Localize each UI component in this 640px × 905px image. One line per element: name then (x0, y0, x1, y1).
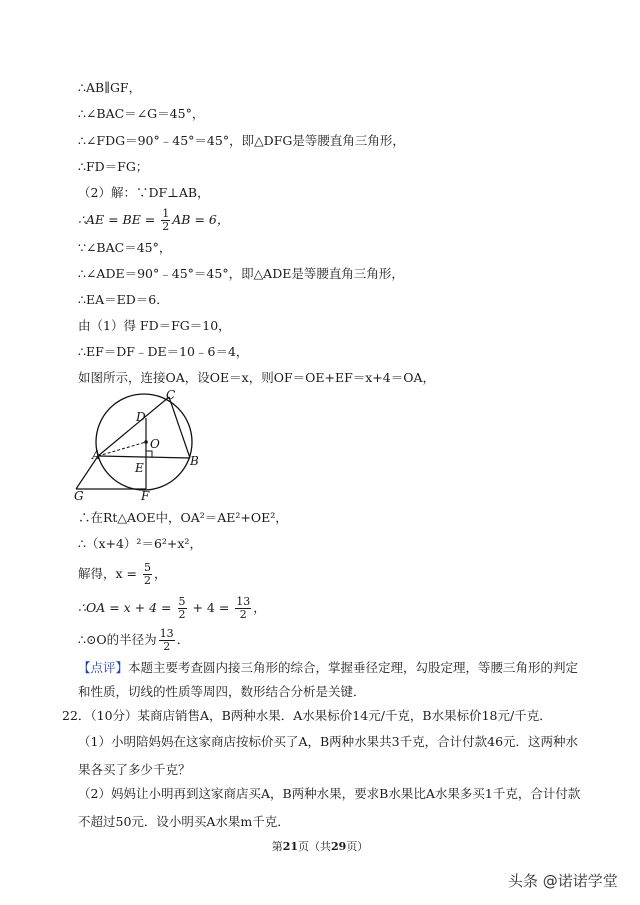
frac-oa-2: $\frac{13}{2}$ (236, 595, 251, 621)
line-ab-parallel-gf: ∴AB∥GF， (78, 80, 142, 95)
line-oa-value: ∴OA = x + 4 = $\frac{5}{2}$ + 4 = $\frac{13}{2}$ ， (78, 595, 266, 621)
circle-o (96, 394, 192, 490)
label-o: O (150, 437, 160, 451)
comment-tag: 【点评】 (78, 660, 129, 675)
right-angle-mark (146, 451, 152, 457)
question-22-part1: （1）小明陪妈妈在这家商店按标价买了A，B两种水果共3千克，合计付款46元．这两种水果各买了多少千克？ (78, 734, 579, 777)
line-cb (169, 397, 190, 458)
frac-five-halves: $\frac{5}{2}$ (143, 561, 151, 587)
question-22-part2: （2）妈妈让小明再到这家商店买A，B两种水果，要求B水果比A水果多买1千克，合计付款不超过50元．设小明买A水果m千克． (78, 786, 581, 829)
label-f: F (141, 489, 150, 503)
watermark: 头条 @诺诺学堂 (508, 872, 618, 890)
label-c: C (166, 388, 176, 402)
label-e: E (135, 461, 144, 475)
line-fd-fg-10: 由（1）得 FD＝FG＝10， (78, 318, 231, 333)
label-d: D (136, 410, 146, 424)
line-ao-dashed (98, 442, 146, 456)
label-b: B (190, 454, 199, 468)
line-part2: （2）解：∵DF⊥AB， (78, 185, 210, 200)
line-angle-bac: ∴∠BAC＝∠G＝45°， (78, 106, 205, 121)
point-o (144, 440, 148, 444)
line-ab (98, 456, 190, 458)
comment-block (78, 656, 583, 704)
line-rt-aoe: ∴在Rt△AOE中，OA²＝AE²+OE²， (78, 510, 288, 525)
line-angle-ade: ∴∠ADE＝90°﹣45°＝45°，即△ADE是等腰直角三角形， (78, 266, 404, 281)
line-angle-fdg: ∴∠FDG＝90°﹣45°＝45°，即△DFG是等腰直角三角形， (78, 133, 405, 148)
line-fd-fg: ∴FD＝FG； (78, 159, 149, 174)
line-equation: ∴（x+4）²＝6²+x²， (78, 536, 202, 551)
page-footer: 第21页（共29页） (271, 840, 369, 853)
comment-text: 本题主要考查圆内接三角形的综合，掌握垂径定理，勾股定理，等腰三角形的判定和性质，切线的性质等周四，数形结合分析是关键． (78, 660, 579, 699)
line-ea-ed: ∴EA＝ED＝6． (78, 292, 169, 307)
label-a: A (92, 448, 101, 462)
line-radius: ∴⊙O的半径为 $\frac{13}{2}$ ． (78, 627, 190, 653)
frac-oa-1: $\frac{5}{2}$ (178, 595, 186, 621)
frac-radius: $\frac{13}{2}$ (159, 627, 174, 653)
question-22-header: 22．（10分）某商店销售A，B两种水果．A水果标价14元/千克，B水果标价18元/千克． (62, 708, 552, 723)
geometry-figure (70, 388, 210, 503)
frac-one-half: $\frac{1}{2}$ (162, 207, 170, 233)
line-ae-be: ∴AE = BE = $\frac{1}{2}$ AB = 6， (78, 207, 230, 233)
label-g: G (74, 489, 84, 503)
line-ef: ∴EF＝DF﹣DE＝10﹣6＝4， (78, 344, 249, 359)
line-angle-bac-45: ∵∠BAC＝45°， (78, 240, 172, 255)
line-connect-oa: 如图所示，连接OA，设OE＝x，则OF＝OE+EF＝x+4＝OA， (78, 370, 436, 385)
line-solve-x: 解得，x = $\frac{5}{2}$ ， (78, 561, 167, 587)
